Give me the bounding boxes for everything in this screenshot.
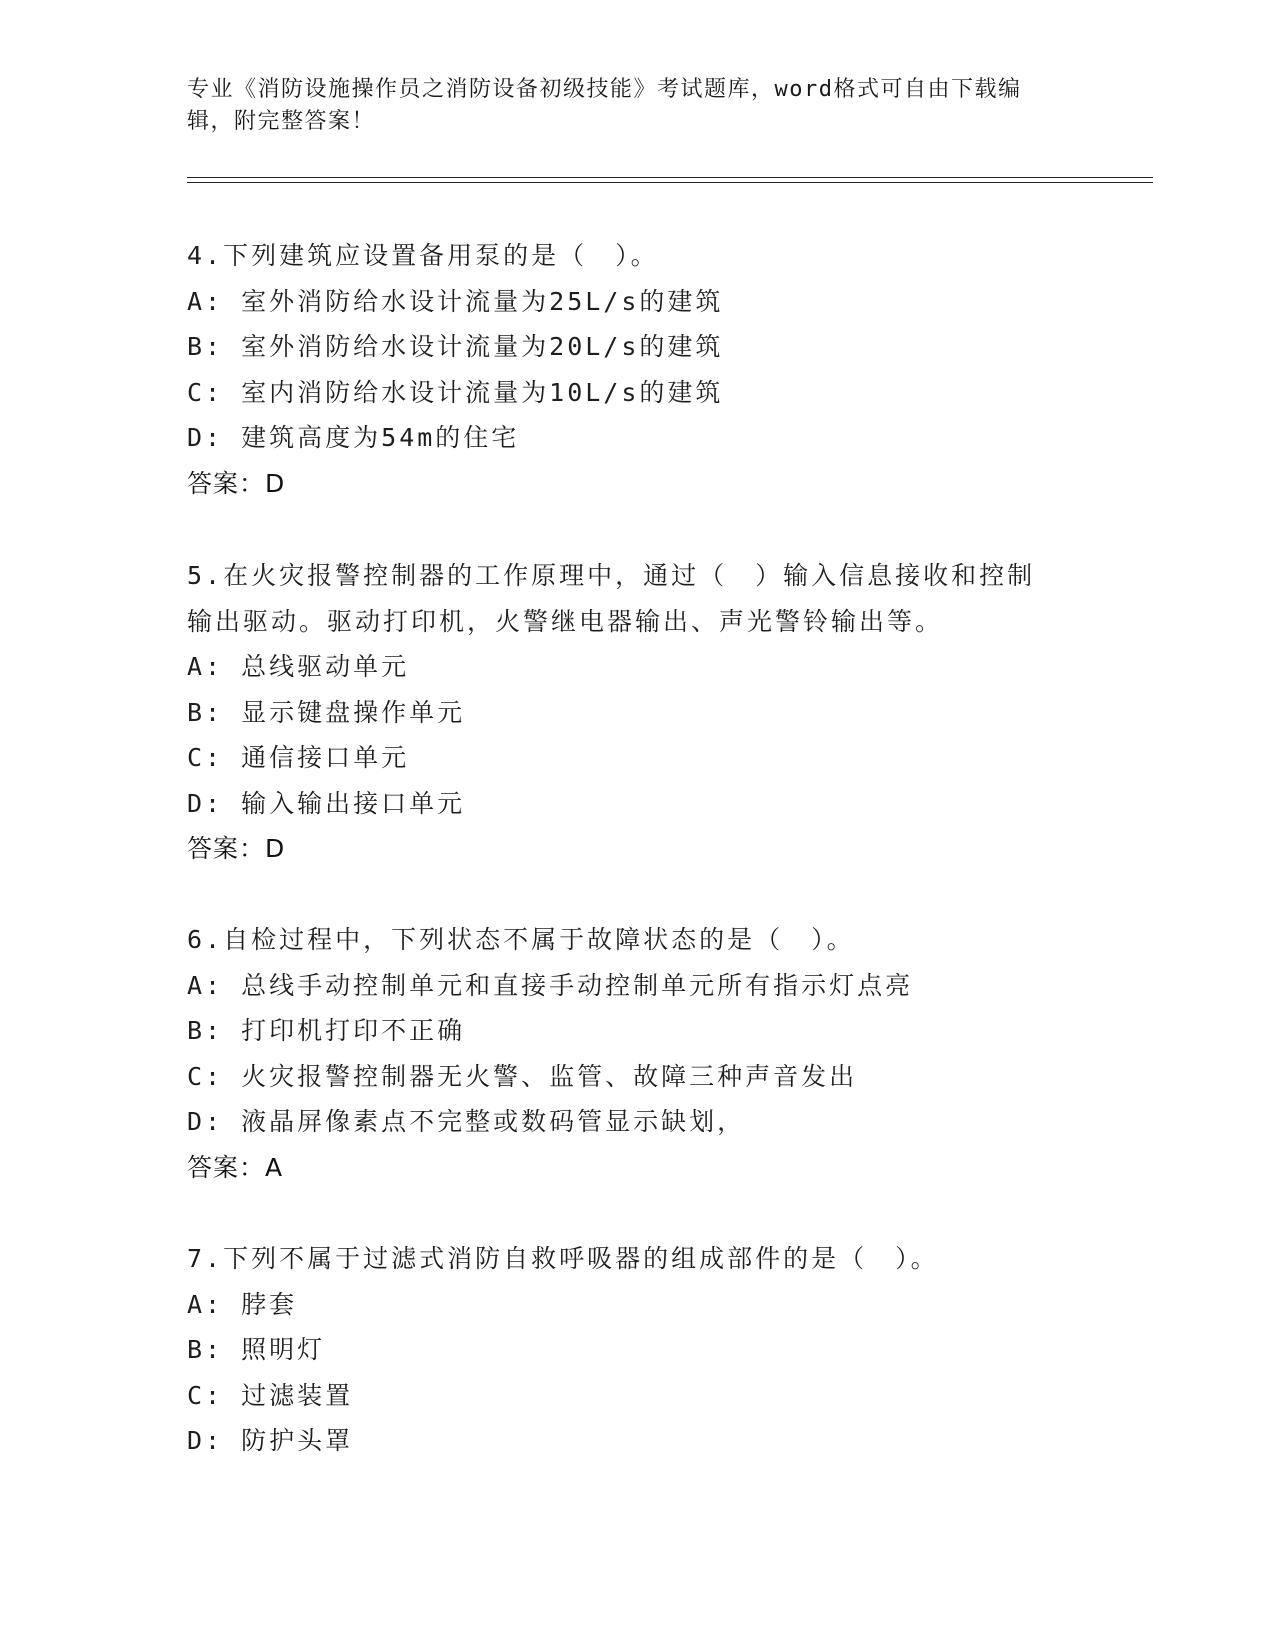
option-c: C: 通信接口单元: [187, 743, 410, 772]
question-6: [187, 917, 1087, 1190]
option-c: C: 过滤装置: [187, 1380, 354, 1410]
option-a: A: 室外消防给水设计流量为25L/s的建筑: [187, 286, 724, 316]
option-a: A: 总线手动控制单元和直接手动控制单元所有指示灯点亮: [187, 970, 914, 1000]
header-line-1: 专业《消防设施操作员之消防设备初级技能》考试题库，word格式可自由下载编: [187, 77, 1022, 102]
question-stem: 7.下列不属于过滤式消防自救呼吸器的组成部件的是（ ）。: [187, 1244, 939, 1273]
option-d: D: 输入输出接口单元: [187, 788, 466, 818]
option-d: D: 建筑高度为54m的住宅: [187, 423, 520, 452]
question-4: [187, 233, 1087, 506]
question-stem: 4.下列建筑应设置备用泵的是（ ）。: [187, 241, 659, 270]
document-header: [187, 74, 1067, 138]
question-stem-continued: 输出驱动。驱动打印机，火警继电器输出、声光警铃输出等。: [187, 606, 944, 636]
question-stem: 5.在火灾报警控制器的工作原理中，通过（ ）输入信息接收和控制: [187, 561, 1036, 590]
option-a: A: 脖套: [187, 1289, 298, 1319]
option-b: B: 显示键盘操作单元: [187, 697, 466, 727]
option-d: D: 液晶屏像素点不完整或数码管显示缺划，: [187, 1107, 746, 1136]
header-divider-bottom: [187, 182, 1153, 183]
question-7: [187, 1236, 1087, 1464]
option-b: B: 打印机打印不正确: [187, 1016, 466, 1045]
answer-line: 答案：D: [187, 834, 286, 863]
option-c: C: 火灾报警控制器无火警、监管、故障三种声音发出: [187, 1061, 858, 1091]
question-stem: 6.自检过程中，下列状态不属于故障状态的是（ ）。: [187, 925, 855, 954]
option-b: B: 室外消防给水设计流量为20L/s的建筑: [187, 332, 724, 361]
option-c: C: 室内消防给水设计流量为10L/s的建筑: [187, 377, 724, 407]
answer-line: 答案：A: [187, 1152, 284, 1182]
header-line-2: 辑，附完整答案！: [187, 109, 376, 134]
question-5: [187, 553, 1087, 872]
option-d: D: 防护头罩: [187, 1426, 354, 1455]
answer-line: 答案：D: [187, 468, 286, 498]
header-divider-top: [187, 177, 1153, 178]
option-b: B: 照明灯: [187, 1335, 326, 1364]
option-a: A: 总线驱动单元: [187, 652, 410, 681]
